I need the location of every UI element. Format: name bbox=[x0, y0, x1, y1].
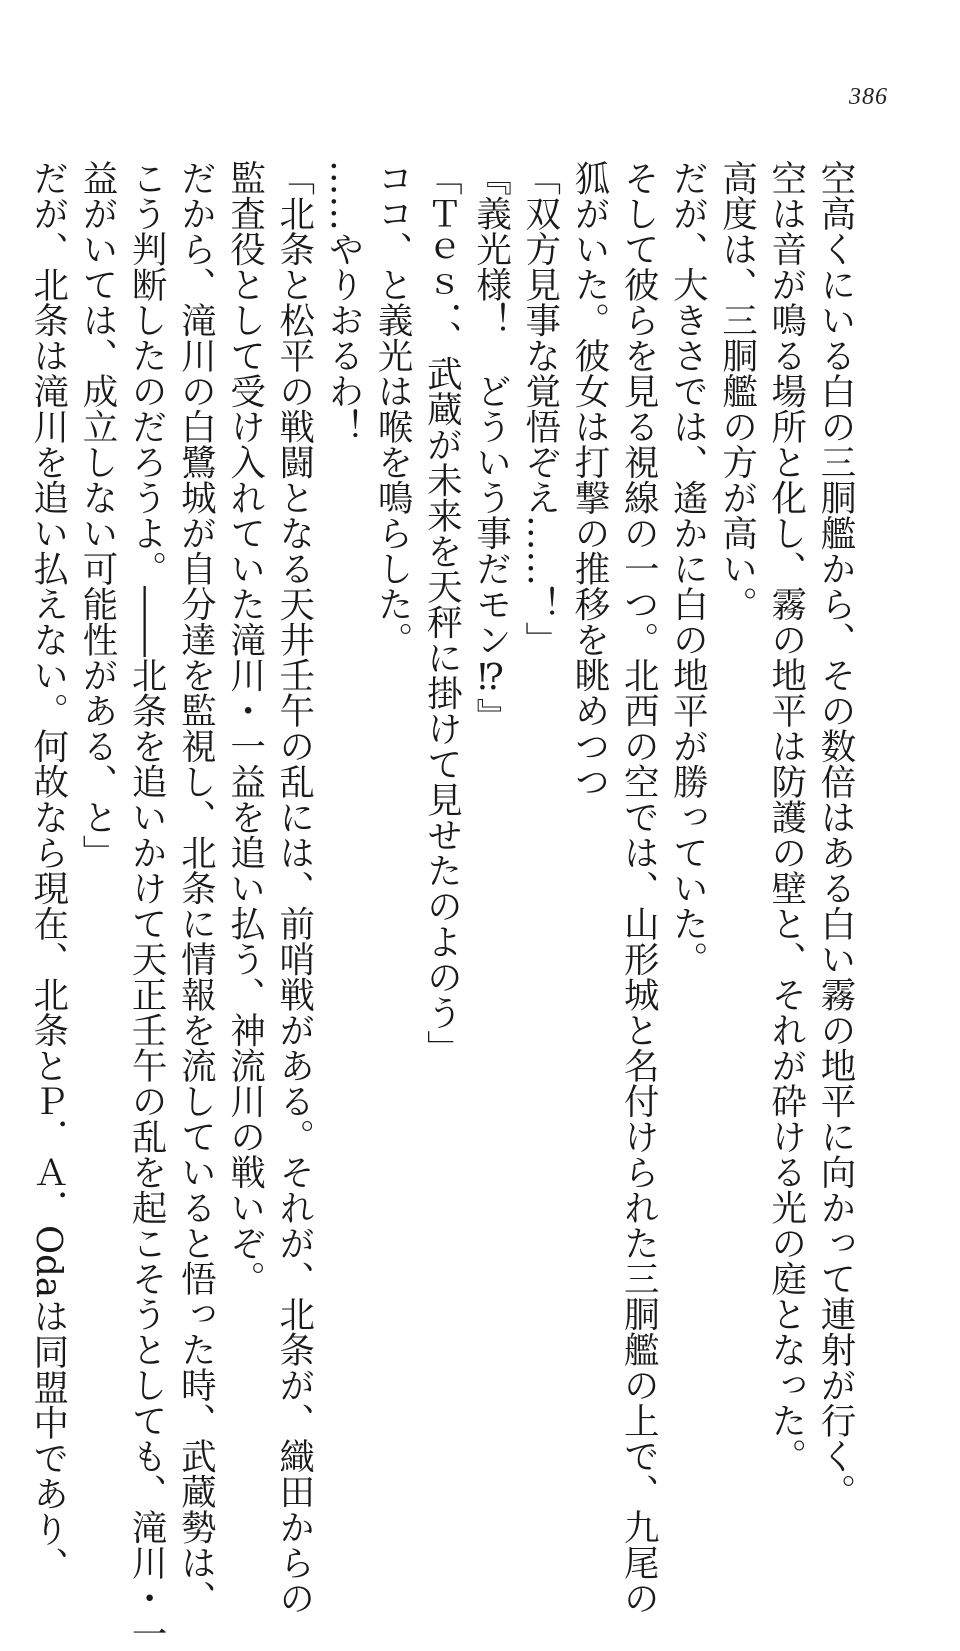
text-line: だから、滝川の白鷺城が自分達を監視し、北条に情報を流していると悟った時、武蔵勢は、 bbox=[175, 160, 217, 1616]
text-line: だが、大きさでは、遙かに白の地平が勝っていた。 bbox=[667, 160, 709, 977]
text-line: 『義光様！ どういう事だモン⁉』 bbox=[470, 160, 512, 734]
text-line: 空は音が鳴る場所と化し、霧の地平は防護の壁と、それが砕ける光の庭となった。 bbox=[765, 160, 807, 1474]
page-number: 386 bbox=[849, 84, 888, 110]
text-line: 益がいては、成立しない可能性がある、と」 bbox=[76, 160, 118, 870]
vertical-text-body bbox=[24, 160, 860, 1651]
text-line: そして彼らを見る視線の一つ。北西の空では、山形城と名付けられた三胴艦の上で、九尾の bbox=[618, 160, 660, 1616]
text-line: 狐がいた。彼女は打撃の推移を眺めつつ bbox=[568, 160, 610, 799]
text-line: だが、北条は滝川を追い払えない。何故なら現在、北条とＰ．Ａ．Odaは同盟中であり、 bbox=[27, 160, 69, 1582]
text-line: 「双方見事な覚悟ぞえ……！」 bbox=[519, 160, 561, 657]
text-line: 高度は、三胴艦の方が高い。 bbox=[716, 160, 758, 622]
text-line: 「北条と松平の戦闘となる天井壬午の乱には、前哨戦がある。それが、北条が、織田からの bbox=[273, 160, 315, 1616]
text-line: ……やりおるわ！ bbox=[322, 160, 364, 444]
text-line: 監査役として受け入れていた滝川・一益を追い払う、神流川の戦いぞ。 bbox=[224, 160, 266, 1296]
text-line: 空高くにいる白の三胴艦から、その数倍はある白い霧の地平に向かって連射が行く。 bbox=[815, 160, 856, 1509]
text-line: 「Ｔｅｓ．、武蔵が未来を天秤に掛けて見せたのよのう」 bbox=[421, 160, 463, 1066]
text-line: こう判断したのだろうよ。――北条を追いかけて天正壬午の乱を起こそうとしても、滝川・一 bbox=[126, 160, 168, 1651]
text-line: ココ、と義光は喉を鳴らした。 bbox=[372, 160, 414, 657]
